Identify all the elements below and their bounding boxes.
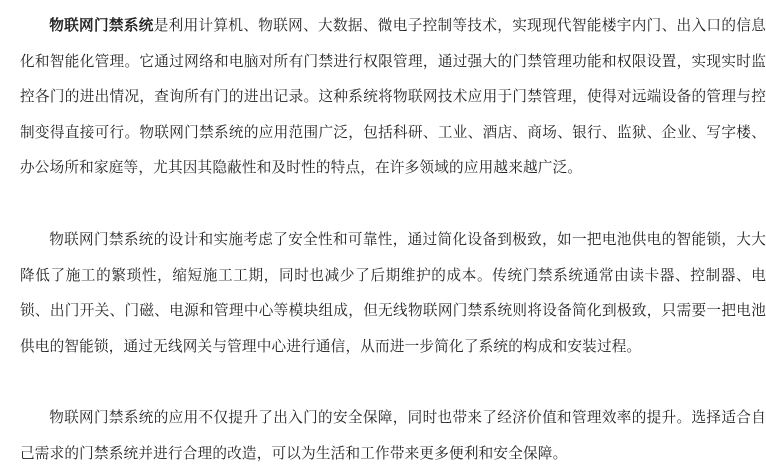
paragraph-design bbox=[20, 222, 766, 364]
paragraph-intro bbox=[20, 8, 766, 186]
paragraph-text: 物联网门禁系统的应用不仅提升了出入门的安全保障，同时也带来了经济价值和管理效率的提升。选择适合自己需求的门禁系统并进行合理的改造，可以为生活和工作带来更多便利和安全保障。 bbox=[20, 409, 766, 462]
paragraph-text: 是利用计算机、物联网、大数据、微电子控制等技术，实现现代智能楼宇内门、出入口的信息化和智能化管理。它通过网络和电脑对所有门禁进行权限管理，通过强大的门禁管理功能和权限设置，实现实时监控各门的进出情况，查询所有门的进出记录。这种系统将物联网技术应用于门禁管理，使得对远端设备的管理与控制变得直接可行。物联网门禁系统的应用范围广泛，包括科研、工业、酒店、商场、银行、监狱、企业、写字楼、办公场所和家庭等，尤其因其隐蔽性和及时性的特点，在许多领域的应用越来越广泛。 bbox=[20, 17, 766, 177]
paragraph-lead-term: 物联网门禁系统 bbox=[49, 17, 154, 34]
paragraph-text: 物联网门禁系统的设计和实施考虑了安全性和可靠性，通过简化设备到极致，如一把电池供电的智能锁，大大降低了施工的繁琐性，缩短施工工期，同时也减少了后期维护的成本。传统门禁系统通常由读卡器、控制器、电锁、出门开关、门磁、电源和管理中心等模块组成，但无线物联网门禁系统则将设备简化到极致，只需要一把电池供电的智能锁，通过无线网关与管理中心进行通信，从而进一步简化了系统的构成和安装过程。 bbox=[20, 230, 766, 355]
